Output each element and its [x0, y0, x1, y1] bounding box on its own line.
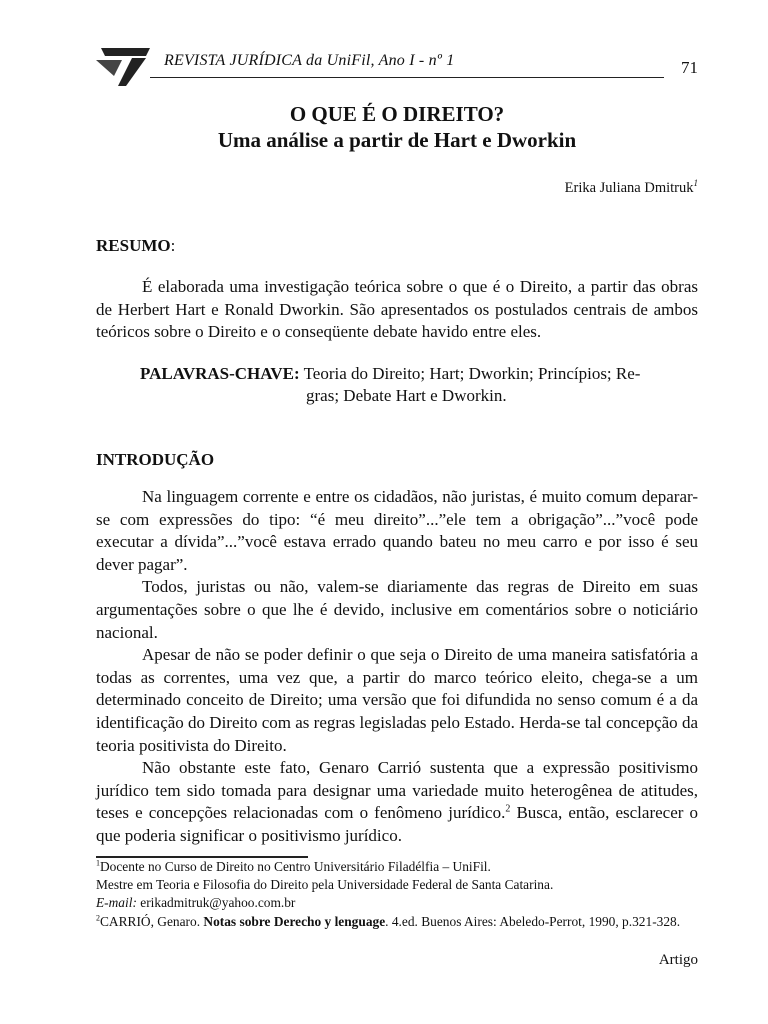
keywords — [140, 363, 698, 386]
footnote-2-details: . 4.ed. Buenos Aires: Abeledo-Perrot, 1990, p.321-328. — [385, 913, 681, 929]
email-label: E-mail: — [96, 895, 137, 911]
footnotes — [96, 858, 698, 931]
email-address: erikadmitruk@yahoo.com.br — [136, 895, 296, 911]
intro-paragraph-4 — [96, 757, 698, 847]
author-note-mark: 1 — [693, 178, 698, 188]
footnote-ref-2: 2 — [505, 803, 511, 815]
abstract-heading-colon: : — [170, 236, 176, 255]
abstract-paragraph: É elaborada uma investigação teórica sobre o que é o Direito, a partir das obras de Herbert Hart e Ronald Dworkin. São apresentados os postulados centrais de ambos teóricos sobre o Direito e o conseqüente debate havido entre eles. — [96, 277, 698, 342]
page-number: 71 — [681, 58, 698, 77]
intro-paragraph-3: Apesar de não se poder definir o que seja o Direito de uma maneira satisfatória a todas as correntes, uma vez que, a partir do marco teórico eleito, chega-se a um determinado conceito de Direito; uma versão que foi difundida no senso comum é a da identificação do Direito com as regras legisladas pelo Estado. Herda-se tal concepção da teoria positivista do Direito. — [96, 645, 698, 755]
abstract-heading — [96, 236, 175, 256]
author — [440, 178, 698, 197]
article-subtitle: Uma análise a partir de Hart e Dworkin — [217, 128, 577, 152]
introduction-text — [96, 486, 698, 848]
footnote-1-text: Docente no Curso de Direito no Centro Universitário Filadélfia – UniFil. — [100, 859, 491, 874]
footnote-1-email — [96, 894, 698, 912]
abstract-text — [96, 276, 698, 344]
abstract-heading-text: RESUMO — [96, 236, 171, 255]
footnote-2-mark: 2 — [96, 913, 100, 923]
section-label: Artigo — [658, 952, 698, 968]
intro-paragraph-1: Na linguagem corrente e entre os cidadãos, não juristas, é muito comum deparar-se com expressões do tipo: “é meu direito”...”ele tem a obrigação”...”você pode executar a dívida”...”você estava errado quando bateu no meu carro e por isso é seu dever pagar”. — [96, 487, 698, 574]
footnote-1-mark: 1 — [96, 858, 100, 868]
intro-paragraph-4-a: Não obstante este fato, Genaro Carrió sustenta que a expressão positivismo jurídico tem sido tomada para designar uma variedade muito heterogênea de atitudes, teses e concepções relacionadas com o fenômeno jurídico. — [96, 758, 698, 823]
footnote-1-line2: Mestre em Teoria e Filosofia do Direito pela Universidade Federal de Santa Catarina. — [96, 877, 554, 893]
keywords-line2: gras; Debate Hart e Dworkin. — [306, 386, 507, 405]
keywords-line1: Teoria do Direito; Hart; Dworkin; Princípios; Re- — [303, 364, 641, 383]
intro-paragraph-4-b: Busca, então, esclarecer o que poderia significar o positivismo jurídico. — [96, 803, 698, 845]
footnote-2-title: Notas sobre Derecho y lenguage — [203, 913, 386, 929]
keywords-label: PALAVRAS-CHAVE: — [140, 364, 300, 383]
introduction-heading: INTRODUÇÃO — [96, 450, 215, 469]
journal-title: REVISTA JURÍDICA da UniFil, Ano I - nº 1 — [164, 52, 455, 69]
footnote-2 — [96, 913, 698, 931]
journal-logo-icon — [96, 46, 150, 88]
footnote-1-line1 — [96, 858, 698, 876]
header-rule — [150, 77, 664, 78]
footnote-2-author: CARRIÓ, Genaro. — [100, 913, 204, 929]
article-title: O QUE É O DIREITO? — [289, 102, 505, 126]
intro-paragraph-2: Todos, juristas ou não, valem-se diariamente das regras de Direito em suas argumentações sobre o que lhe é devido, inclusive em comentários sobre o noticiário nacional. — [96, 577, 698, 642]
author-name: Erika Juliana Dmitruk — [564, 179, 694, 196]
